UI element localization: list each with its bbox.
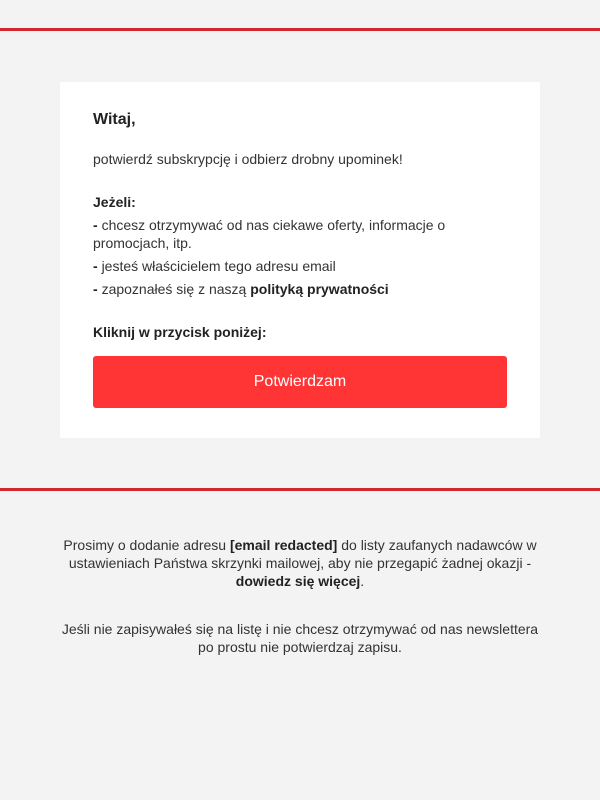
privacy-policy-link[interactable]: polityką prywatności <box>250 281 389 297</box>
bottom-divider <box>0 488 600 491</box>
top-divider <box>0 28 600 31</box>
condition-text: jesteś właścicielem tego adresu email <box>101 258 336 274</box>
footer <box>55 536 545 656</box>
condition-item <box>93 216 463 252</box>
sender-email: [email redacted] <box>229 537 338 553</box>
safe-sender-notice <box>55 536 545 590</box>
notice-text-middle: do listy zaufanych nadawców w ustawieniach Państwa skrzynki mailowej, aby nie przegapić żadnej okazji - <box>68 537 537 571</box>
learn-more-link[interactable]: dowiedz się więcej <box>235 573 361 589</box>
intro-text: potwierdź subskrypcję i odbierz drobny upominek! <box>93 151 403 167</box>
dash-bullet: - <box>93 217 98 233</box>
click-instruction: Kliknij w przycisk poniżej: <box>93 324 267 340</box>
unsubscribe-notice: Jeśli nie zapisywałeś się na listę i nie chcesz otrzymywać od nas newslettera po prostu nie potwierdzaj zapisu. <box>61 621 539 655</box>
dash-bullet: - <box>93 258 98 274</box>
dash-bullet: - <box>93 281 98 297</box>
condition-item <box>93 280 463 298</box>
condition-text: zapoznałeś się z naszą <box>101 281 247 297</box>
greeting-heading: Witaj, <box>93 111 136 128</box>
notice-text-start: Prosimy o dodanie adresu <box>63 537 227 553</box>
notice-text-end: . <box>360 573 365 589</box>
confirmation-card <box>60 82 540 438</box>
condition-text: chcesz otrzymywać od nas ciekawe oferty, informacje o promocjach, itp. <box>93 217 446 251</box>
confirm-button[interactable]: Potwierdzam <box>93 356 507 408</box>
condition-item <box>93 257 463 275</box>
conditions-list <box>93 216 463 303</box>
conditions-heading: Jeżeli: <box>93 194 136 210</box>
